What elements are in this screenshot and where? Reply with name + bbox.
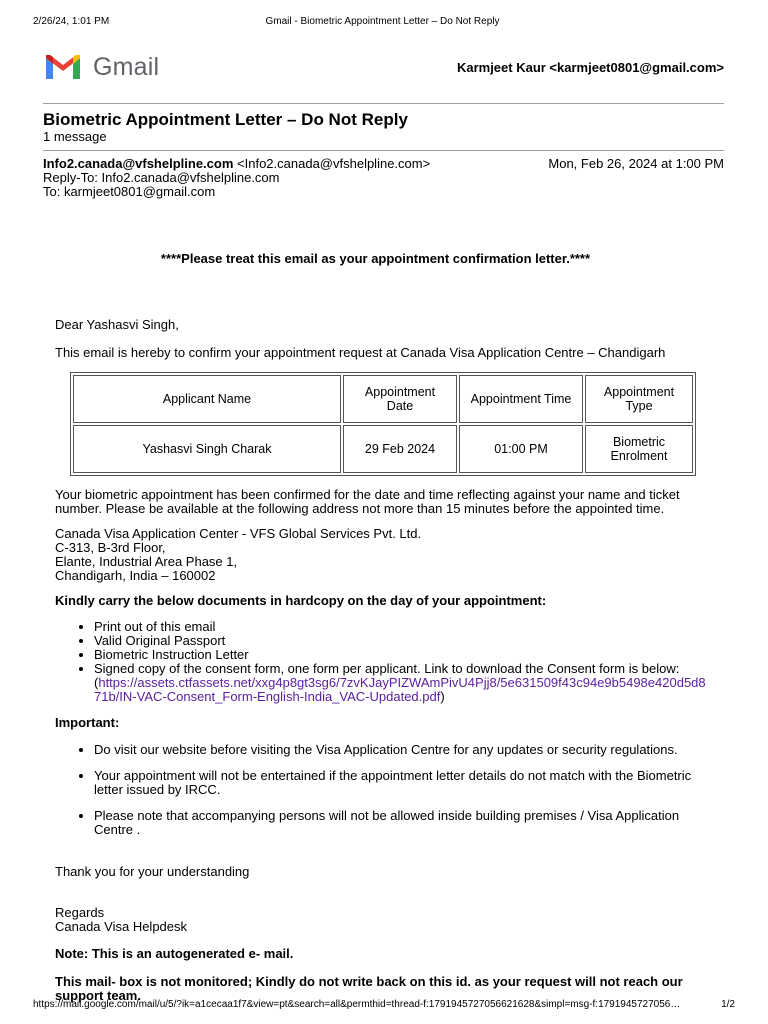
documents-heading: Kindly carry the below documents in hardcopy on the day of your appointment:: [55, 593, 547, 608]
print-header: [33, 16, 732, 27]
email-meta: [43, 157, 724, 199]
print-datetime: 2/26/24, 1:01 PM: [33, 16, 110, 27]
important-heading: Important:: [55, 715, 120, 730]
email-date: Mon, Feb 26, 2024 at 1:00 PM: [548, 156, 724, 171]
confirmation-text: Your biometric appointment has been confirmed for the date and time reflecting against your name and ticket number. Please be available at the following address not more than 15 minutes before the appointed time.: [55, 487, 680, 516]
sender-address: <Info2.canada@vfshelpline.com>: [237, 156, 431, 171]
vac-address: [55, 527, 708, 583]
consent-text: Signed copy of the consent form, one form per applicant. Link to download the Consent form is below:: [94, 661, 680, 676]
signature: Canada Visa Helpdesk: [55, 919, 188, 934]
header-cell: Appointment Date: [343, 375, 457, 423]
regards-text: Regards: [55, 905, 105, 920]
applicant-name-cell: Yashasvi Singh Charak: [73, 425, 341, 473]
account-identity: Karmjeet Kaur <karmjeet0801@gmail.com>: [456, 59, 724, 75]
important-list: [55, 743, 708, 837]
documents-list: [55, 620, 708, 704]
print-url: https://mail.google.com/mail/u/5/?ik=a1cecaa1f7&view=pt&search=all&permthid=thread-f:1791945727056621628&simpl=msg-f:1791945727056…: [33, 999, 681, 1010]
header-cell: Appointment Time: [459, 375, 583, 423]
list-item: • Print out of this email: [94, 620, 708, 634]
page-number: 1/2: [721, 999, 735, 1010]
table-header-row: [73, 375, 693, 423]
sender-name: Info2.canada@vfshelpline.com: [43, 156, 234, 171]
address-line: Chandigarh, India – 160002: [55, 568, 216, 583]
appointment-date-cell: 29 Feb 2024: [343, 425, 457, 473]
email-subject: Biometric Appointment Letter – Do Not Reply: [43, 110, 408, 129]
address-line: C-313, B-3rd Floor,: [55, 540, 166, 555]
divider: [43, 150, 724, 151]
gmail-logo: [43, 52, 159, 82]
message-count: 1 message: [43, 129, 107, 144]
appointment-table: [70, 372, 696, 476]
list-item: • Signed copy of the consent form, one form per applicant. Link to download the Consent form is below: (https://assets.ctfassets.net/xxg4p8gt3sg6/7zvKJayPIZWAmPivU4Pjj8/5e631509f43c94e9b5498e420d5d871b/IN-VAC-Consent_Form-English-India_VAC-Updated.pdf): [94, 662, 708, 704]
print-title: Gmail - Biometric Appointment Letter – Do Not Reply: [265, 16, 500, 27]
recipient: To: karmjeet0801@gmail.com: [43, 184, 216, 199]
header: [43, 52, 724, 82]
email-body: [55, 252, 708, 1003]
list-item: • Do visit our website before visiting the Visa Application Centre for any updates or security regulations.: [94, 743, 708, 757]
greeting: Dear Yashasvi Singh,: [55, 317, 179, 332]
address-line: Canada Visa Application Center - VFS Global Services Pvt. Ltd.: [55, 526, 422, 541]
address-line: Elante, Industrial Area Phase 1,: [55, 554, 238, 569]
divider: [43, 103, 724, 104]
appointment-time-cell: 01:00 PM: [459, 425, 583, 473]
header-cell: Appointment Type: [585, 375, 693, 423]
reply-to: Reply-To: Info2.canada@vfshelpline.com: [43, 170, 280, 185]
sender: [43, 157, 430, 171]
list-item: • Valid Original Passport: [94, 634, 708, 648]
confirmation-headline: ****Please treat this email as your appointment confirmation letter.****: [160, 251, 591, 266]
table-row: [73, 425, 693, 473]
appointment-type-cell: Biometric Enrolment: [585, 425, 693, 473]
autogenerated-note: Note: This is an autogenerated e- mail.: [55, 946, 294, 961]
list-item: • Biometric Instruction Letter: [94, 648, 708, 662]
gmail-logo-icon: [43, 52, 83, 82]
intro-text: This email is hereby to confirm your appointment request at Canada Visa Application Centre – Chandigarh: [55, 345, 666, 360]
thanks-text: Thank you for your understanding: [55, 864, 250, 879]
list-item: • Please note that accompanying persons will not be allowed inside building premises / Visa Application Centre .: [94, 809, 708, 837]
consent-form-link[interactable]: https://assets.ctfassets.net/xxg4p8gt3sg6/7zvKJayPIZWAmPivU4Pjj8/5e631509f43c94e9b5498e420d5d871b/IN-VAC-Consent_Form-English-India_VAC-Updated.pdf: [94, 675, 706, 704]
print-footer: [33, 999, 735, 1010]
list-item: • Your appointment will not be entertained if the appointment letter details do not match with the Biometric letter issued by IRCC.: [94, 769, 708, 797]
header-cell: Applicant Name: [73, 375, 341, 423]
gmail-wordmark: Gmail: [93, 52, 160, 81]
mailbox-note: This mail- box is not monitored; Kindly do not write back on this id. as your request will not reach our support team.: [55, 974, 683, 1003]
